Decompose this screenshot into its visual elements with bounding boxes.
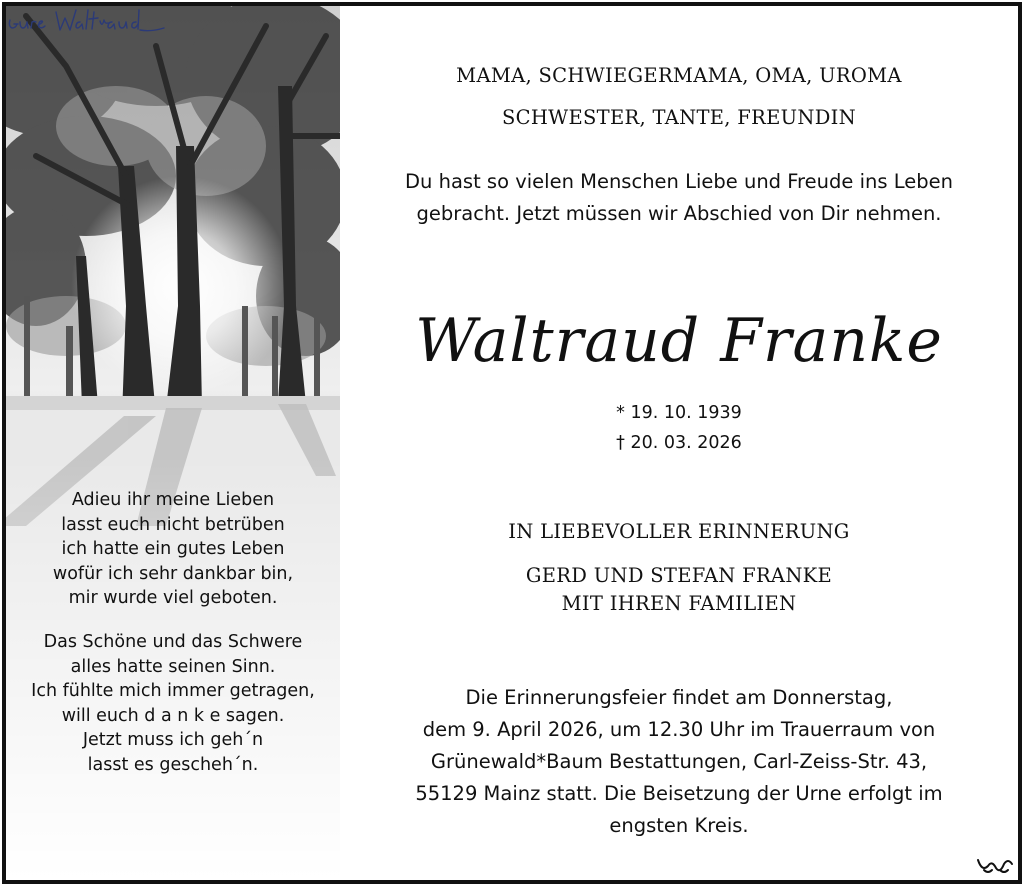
life-dates: [340, 398, 1018, 458]
service-line: dem 9. April 2026, um 12.30 Uhr im Trauerraum von: [422, 718, 936, 741]
service-line: 55129 Mainz statt. Die Beisetzung der Urne erfolgt im: [415, 782, 943, 805]
poem-line: Ich fühlte mich immer getragen,: [31, 681, 315, 701]
mourners: [340, 562, 1018, 618]
service-line: Die Erinnerungsfeier findet am Donnerstag,: [465, 686, 893, 709]
poem-line: Adieu ihr meine Lieben: [71, 490, 275, 510]
ornament-icon: [976, 854, 1014, 876]
poem-line: mir wurde viel geboten.: [68, 588, 278, 608]
quote-line: Du hast so vielen Menschen Liebe und Freude ins Leben: [405, 170, 953, 193]
relations-line-1: MAMA, SCHWIEGERMAMA, OMA, UROMA: [456, 64, 902, 87]
poem-line: will euch d a n k e sagen.: [61, 705, 285, 726]
deceased-name: Waltraud Franke: [415, 306, 943, 376]
service-line: engsten Kreis.: [609, 814, 749, 837]
poem-line: ich hatte ein gutes Leben: [61, 539, 285, 559]
obituary-text: [340, 6, 1018, 880]
service-details: [340, 682, 1018, 842]
quote-line: gebracht. Jetzt müssen wir Abschied von Dir nehmen.: [416, 202, 942, 225]
poem-line: Das Schöne und das Schwere: [43, 632, 303, 652]
mourners-line: MIT IHREN FAMILIEN: [561, 592, 797, 615]
service-line: Grünewald*Baum Bestattungen, Carl-Zeiss-Str. 43,: [430, 750, 928, 773]
handwritten-signature: [6, 6, 166, 40]
obituary-card: [2, 2, 1022, 884]
poem-line: lasst es gescheh´n.: [87, 754, 259, 775]
poem-line: wofür ich sehr dankbar bin,: [52, 563, 294, 584]
mourners-line: GERD UND STEFAN FRANKE: [525, 564, 833, 587]
memorial-heading: IN LIEBEVOLLER ERINNERUNG: [508, 520, 850, 543]
farewell-quote: [340, 166, 1018, 230]
poem-line: lasst euch nicht betrüben: [61, 514, 285, 535]
tree-photo: [6, 6, 340, 880]
poem-line: alles hatte seinen Sinn.: [70, 656, 276, 677]
birth-date: * 19. 10. 1939: [616, 403, 742, 423]
poem-stanza-1: [6, 488, 340, 611]
poem-line: Jetzt muss ich geh´n: [82, 730, 264, 750]
relations-line-2: SCHWESTER, TANTE, FREUNDIN: [501, 106, 857, 129]
poem-stanza-2: [6, 630, 340, 777]
death-date: † 20. 03. 2026: [616, 433, 742, 453]
